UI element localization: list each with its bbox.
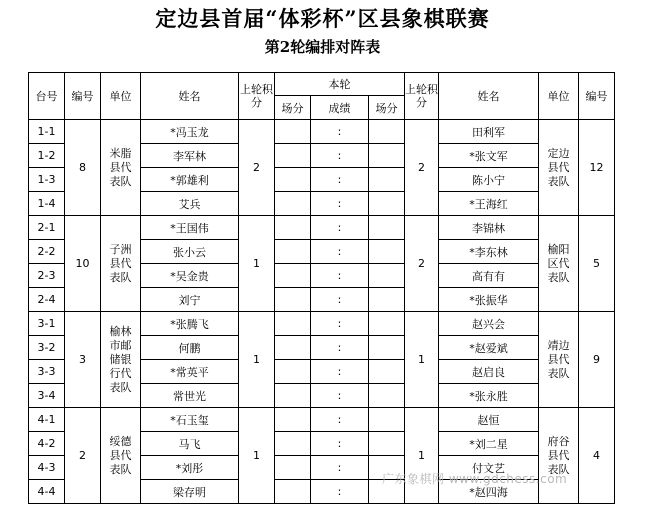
header-board: 台号 [29, 73, 65, 120]
header-match-points-right: 场分 [369, 96, 405, 120]
result-cell: : [311, 456, 369, 480]
board-number: 3-4 [29, 384, 65, 408]
team-number-right: 5 [579, 216, 615, 312]
result-cell: : [311, 360, 369, 384]
match-points-left [275, 216, 311, 240]
header-number-left: 编号 [65, 73, 101, 120]
player-name-left: *张腾飞 [141, 312, 239, 336]
match-points-right [369, 264, 405, 288]
player-name-left: 李军林 [141, 144, 239, 168]
result-cell: : [311, 312, 369, 336]
result-cell: : [311, 432, 369, 456]
prev-score-left: 1 [239, 312, 275, 408]
result-cell: : [311, 168, 369, 192]
match-points-left [275, 432, 311, 456]
board-number: 1-2 [29, 144, 65, 168]
match-points-left [275, 408, 311, 432]
player-name-left: 梁存明 [141, 480, 239, 504]
watermark: 广东象棋网 www.gdchess.com [382, 472, 568, 486]
team-number-left: 8 [65, 120, 101, 216]
player-name-left: *冯玉龙 [141, 120, 239, 144]
result-cell: : [311, 480, 369, 504]
board-number: 1-1 [29, 120, 65, 144]
match-points-left [275, 240, 311, 264]
match-points-right [369, 288, 405, 312]
player-name-right: *王海红 [439, 192, 539, 216]
player-name-right: *李东林 [439, 240, 539, 264]
match-points-right [369, 384, 405, 408]
match-points-left [275, 168, 311, 192]
header-match-points-left: 场分 [275, 96, 311, 120]
board-number: 2-4 [29, 288, 65, 312]
player-name-left: *吴金贵 [141, 264, 239, 288]
prev-score-right: 1 [405, 312, 439, 408]
player-name-left: *石玉玺 [141, 408, 239, 432]
match-points-left [275, 120, 311, 144]
match-points-right [369, 240, 405, 264]
player-name-left: 艾兵 [141, 192, 239, 216]
team-number-right: 12 [579, 120, 615, 216]
result-cell: : [311, 216, 369, 240]
header-name-right: 姓名 [439, 73, 539, 120]
header-number-right: 编号 [579, 73, 615, 120]
player-name-left: 常世光 [141, 384, 239, 408]
player-name-right: 田利军 [439, 120, 539, 144]
match-points-right [369, 336, 405, 360]
player-name-right: 赵兴会 [439, 312, 539, 336]
prev-score-right: 2 [405, 216, 439, 312]
result-cell: : [311, 192, 369, 216]
team-number-right: 4 [579, 408, 615, 504]
result-cell: : [311, 384, 369, 408]
board-number: 4-1 [29, 408, 65, 432]
board-number: 4-3 [29, 456, 65, 480]
header-unit-right: 单位 [539, 73, 579, 120]
match-points-right [369, 216, 405, 240]
match-points-left [275, 192, 311, 216]
result-cell: : [311, 240, 369, 264]
board-number: 4-2 [29, 432, 65, 456]
player-name-left: 何鹏 [141, 336, 239, 360]
table-row [29, 120, 615, 144]
prev-score-left: 1 [239, 216, 275, 312]
header-result: 成绩 [311, 96, 369, 120]
board-number: 3-2 [29, 336, 65, 360]
board-number: 4-4 [29, 480, 65, 504]
player-name-left: 刘宁 [141, 288, 239, 312]
prev-score-left: 2 [239, 120, 275, 216]
match-points-left [275, 312, 311, 336]
pairing-table [28, 72, 615, 504]
board-number: 3-3 [29, 360, 65, 384]
board-number: 2-1 [29, 216, 65, 240]
match-points-right [369, 360, 405, 384]
player-name-right: *张振华 [439, 288, 539, 312]
table-row [29, 216, 615, 240]
board-number: 1-4 [29, 192, 65, 216]
team-unit-left: 子洲县代表队 [101, 216, 141, 312]
result-cell: : [311, 144, 369, 168]
match-points-right [369, 432, 405, 456]
player-name-left: *刘彤 [141, 456, 239, 480]
header-unit-left: 单位 [101, 73, 141, 120]
team-unit-right: 府谷县代表队 [539, 408, 579, 504]
match-points-left [275, 288, 311, 312]
player-name-right: *刘二星 [439, 432, 539, 456]
match-points-left [275, 384, 311, 408]
team-unit-right: 榆阳区代表队 [539, 216, 579, 312]
header-current-round: 本轮 [275, 73, 405, 96]
player-name-right: 赵启良 [439, 360, 539, 384]
board-number: 3-1 [29, 312, 65, 336]
team-unit-right: 靖边县代表队 [539, 312, 579, 408]
match-points-left [275, 144, 311, 168]
prev-score-right: 1 [405, 408, 439, 504]
player-name-left: 马飞 [141, 432, 239, 456]
header-prev-score-left: 上轮积分 [239, 73, 275, 120]
result-cell: : [311, 288, 369, 312]
team-unit-left: 榆林市邮储银行代表队 [101, 312, 141, 408]
header-name-left: 姓名 [141, 73, 239, 120]
match-points-left [275, 264, 311, 288]
match-points-left [275, 336, 311, 360]
team-number-left: 3 [65, 312, 101, 408]
table-row [29, 312, 615, 336]
match-points-left [275, 456, 311, 480]
team-unit-left: 米脂县代表队 [101, 120, 141, 216]
result-cell: : [311, 120, 369, 144]
player-name-left: *王国伟 [141, 216, 239, 240]
table-row [29, 408, 615, 432]
team-unit-left: 绥德县代表队 [101, 408, 141, 504]
header-prev-score-right: 上轮积分 [405, 73, 439, 120]
player-name-right: 付文艺 [439, 456, 539, 480]
team-number-left: 2 [65, 408, 101, 504]
result-cell: : [311, 408, 369, 432]
match-points-right [369, 168, 405, 192]
player-name-right: 李锦林 [439, 216, 539, 240]
player-name-left: 张小云 [141, 240, 239, 264]
match-points-right [369, 312, 405, 336]
player-name-right: 陈小宁 [439, 168, 539, 192]
player-name-right: 高有有 [439, 264, 539, 288]
player-name-right: *张永胜 [439, 384, 539, 408]
result-cell: : [311, 336, 369, 360]
board-number: 2-2 [29, 240, 65, 264]
player-name-right: 赵恒 [439, 408, 539, 432]
match-points-right [369, 144, 405, 168]
result-cell: : [311, 264, 369, 288]
page-subtitle: 第2轮编排对阵表 [264, 38, 381, 56]
page-title: 定边县首届“体彩杯”区县象棋联赛 [155, 6, 490, 31]
match-points-right [369, 120, 405, 144]
table-body [29, 120, 615, 504]
player-name-left: *郭雄利 [141, 168, 239, 192]
player-name-right: *赵四海 [439, 480, 539, 504]
team-number-left: 10 [65, 216, 101, 312]
prev-score-left: 1 [239, 408, 275, 504]
player-name-right: *赵爱斌 [439, 336, 539, 360]
player-name-left: *常英平 [141, 360, 239, 384]
board-number: 2-3 [29, 264, 65, 288]
team-unit-right: 定边县代表队 [539, 120, 579, 216]
match-points-right [369, 408, 405, 432]
match-points-left [275, 480, 311, 504]
match-points-left [275, 360, 311, 384]
match-points-right [369, 192, 405, 216]
player-name-right: *张文军 [439, 144, 539, 168]
prev-score-right: 2 [405, 120, 439, 216]
team-number-right: 9 [579, 312, 615, 408]
board-number: 1-3 [29, 168, 65, 192]
